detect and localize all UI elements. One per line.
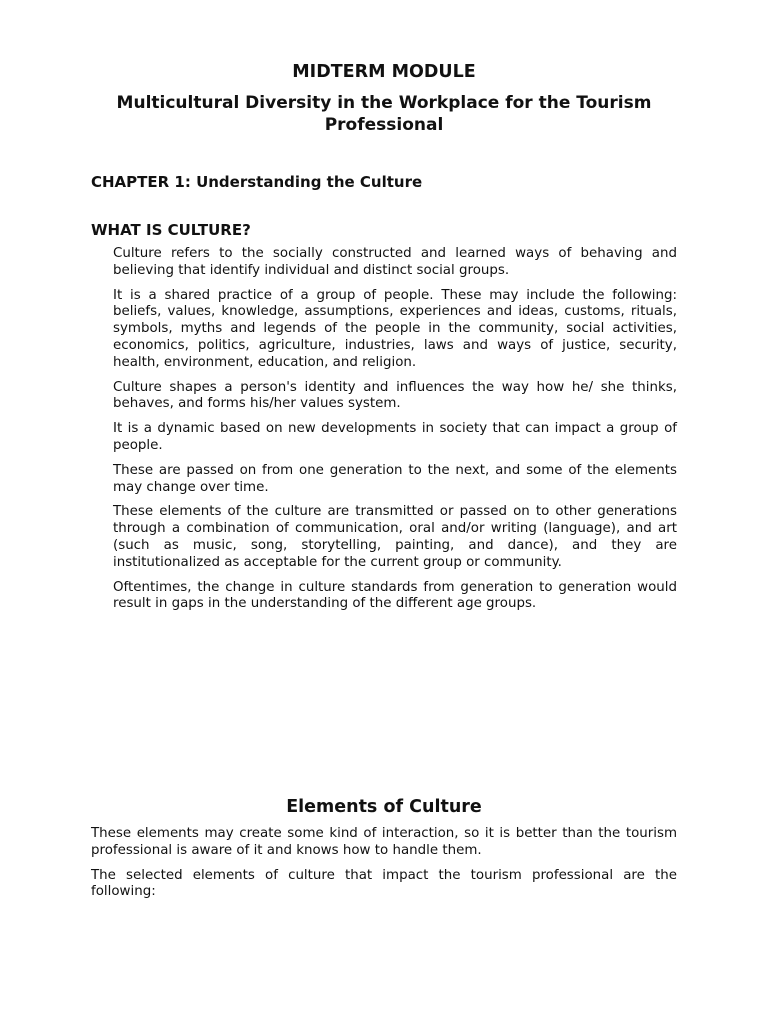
elements-paragraph: The selected elements of culture that impact the tourism professional are the following:: [91, 867, 677, 900]
module-title: MIDTERM MODULE: [292, 62, 476, 82]
culture-paragraph: Culture shapes a person's identity and influences the way how he/ she thinks, behaves, and forms his/her values system.: [113, 379, 677, 412]
culture-definition-list: [91, 246, 677, 613]
culture-paragraph: It is a dynamic based on new developments in society that can impact a group of people.: [113, 421, 677, 453]
culture-paragraph: Culture refers to the socially constructed and learned ways of behaving and believing that identify individual and distinct social groups.: [113, 246, 677, 278]
elements-paragraph: These elements may create some kind of interaction, so it is better than the tourism professional is aware of it and knows how to handle them.: [91, 826, 677, 858]
section-heading-elements-of-culture: Elements of Culture: [286, 797, 482, 817]
elements-of-culture-body: [91, 826, 677, 909]
culture-paragraph: These elements of the culture are transmitted or passed on to other generations through a combination of communication, oral and/or writing (language), and art (such as music, song, storytelling, painting, and dance), and they are institutionalized as acceptable for the current group or community.: [113, 504, 677, 570]
culture-paragraph: Oftentimes, the change in culture standards from generation to generation would result in gaps in the understanding of the different age groups.: [113, 579, 677, 612]
module-subtitle: Multicultural Diversity in the Workplace for the Tourism Professional: [116, 93, 652, 135]
section-heading-what-is-culture: WHAT IS CULTURE?: [91, 221, 251, 239]
chapter-heading: CHAPTER 1: Understanding the Culture: [91, 173, 423, 191]
culture-paragraph: These are passed on from one generation to the next, and some of the elements may change over time.: [113, 462, 677, 495]
culture-paragraph: It is a shared practice of a group of people. These may include the following: beliefs, values, knowledge, assumptions, experiences and ideas, customs, rituals, symbols, myths and legends of the people in the community, social activities, economics, politics, agriculture, industries, laws and ways of justice, security, health, environment, education, and religion.: [113, 287, 677, 370]
